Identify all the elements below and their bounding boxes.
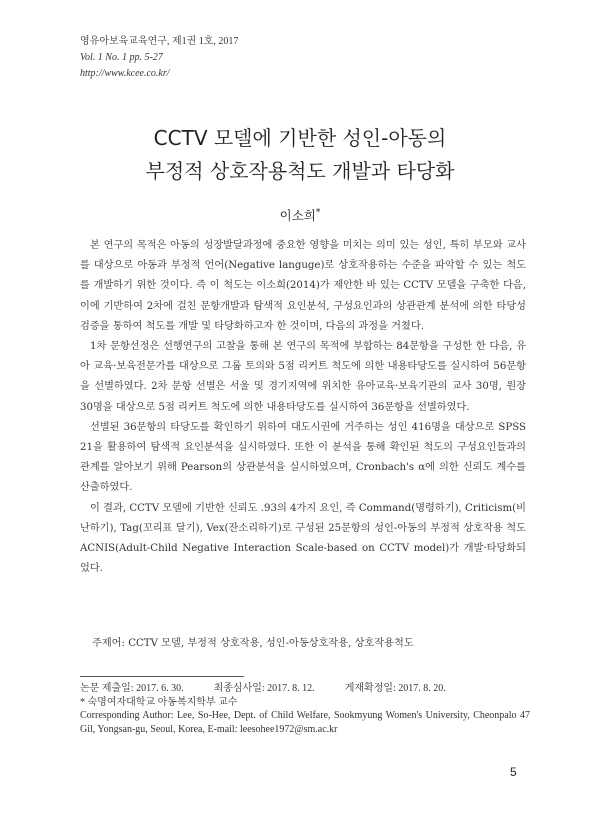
keywords: 주제어: CCTV 모델, 부정적 상호작용, 성인-아동상호작용, 상호작용척도 [92, 638, 414, 649]
final-review-date: 최종심사일: 2017. 8. 12. [213, 683, 315, 694]
page-number: 5 [510, 765, 517, 779]
author-affiliation: * 숙명여자대학교 아동복지학부 교수 [80, 696, 238, 708]
journal-header [80, 34, 238, 82]
submission-dates [80, 682, 530, 696]
author-name: 이소희 [279, 208, 316, 223]
abstract-paragraph: 이 결과, CCTV 모델에 기반한 신뢰도 .93의 4가지 요인, 즉 Command(명령하기), Criticism(비난하기), Tag(꼬리표 달기), Vex(잔소리하기)로 구성된 25문항의 성인-아동의 부정적 상호작용 척도 ACNIS(Adult-Child Negative Interaction Scale-based on CCTV model)가 개발·타당화되었다. [80, 502, 526, 575]
corresponding-author: Corresponding Author: Lee, So-Hee, Dept. of Child Welfare, Sookmyung Women's University, Cheonpalo 47 Gil, Yongsan-gu, Seoul, Korea, E-mail: leesohee1972@sm.ac.kr [80, 710, 530, 735]
abstract-paragraph: 1차 문항선정은 선행연구의 고찰을 통해 본 연구의 목적에 부합하는 84문항을 구성한 한 다음, 유아 교육·보육전문가를 대상으로 그룹 토의와 5점 리커트 척도에 의한 내용타당도를 실시하여 56문항을 선별하였다. 2차 문항 선별은 서울 및 경기지역에 위치한 유아교육·보육기관의 교사 30명, 원장 30명을 대상으로 5점 리커트 척도에 의한 내용타당도를 실시하여 36문항을 선별하였다. [80, 341, 526, 413]
title-line-1: CCTV 모델에 기반한 성인-아동의 [153, 126, 447, 150]
abstract [80, 236, 526, 579]
author-marker: * [315, 207, 321, 218]
author-line [40, 206, 560, 224]
journal-url: http://www.kcee.co.kr/ [80, 68, 170, 79]
abstract-paragraph: 선별된 36문항의 타당도를 확인하기 위하여 대도시권에 거주하는 성인 416명을 대상으로 SPSS 21을 활용하여 탐색적 요인분석을 실시하였다. 또한 이 분석을 통해 확인된 척도의 구성요인들과의 관계를 알아보기 위해 Pearson의 상관분석을 실시하였으며, Cronbach's α에 의한 신뢰도 계수를 산출하였다. [80, 421, 526, 494]
abstract-paragraph: 본 연구의 목적은 아동의 성장발달과정에 중요한 영향을 미치는 의미 있는 성인, 특히 부모와 교사를 대상으로 아동과 부정적 언어(Negative languge)로 상호작용하는 수준을 파악할 수 있는 척도를 개발하기 위한 것이다. 즉 이 척도는 이소희(2014)가 제안한 바 있는 CCTV 모델을 구축한 다음, 이에 기반하여 2차에 걸친 문항개발과 탐색적 요인분석, 구성요인과의 상관관계 분석에 의한 타당성 검증을 통하여 척도를 개발 및 타당화하고자 한 것이며, 다음의 과정을 거쳤다. [80, 240, 526, 332]
title-line-2: 부정적 상호작용척도 개발과 타당화 [145, 159, 455, 183]
footnote-divider [80, 676, 244, 677]
received-date: 논문 제출일: 2017. 6. 30. [80, 683, 184, 694]
footnotes [80, 682, 530, 736]
journal-name: 영유아보육교육연구, 제1권 1호, 2017 [80, 36, 239, 47]
volume-info: Vol. 1 No. 1 pp. 5-27 [80, 52, 163, 63]
paper-title [40, 122, 560, 188]
accepted-date: 게재확정일: 2017. 8. 20. [344, 683, 446, 694]
